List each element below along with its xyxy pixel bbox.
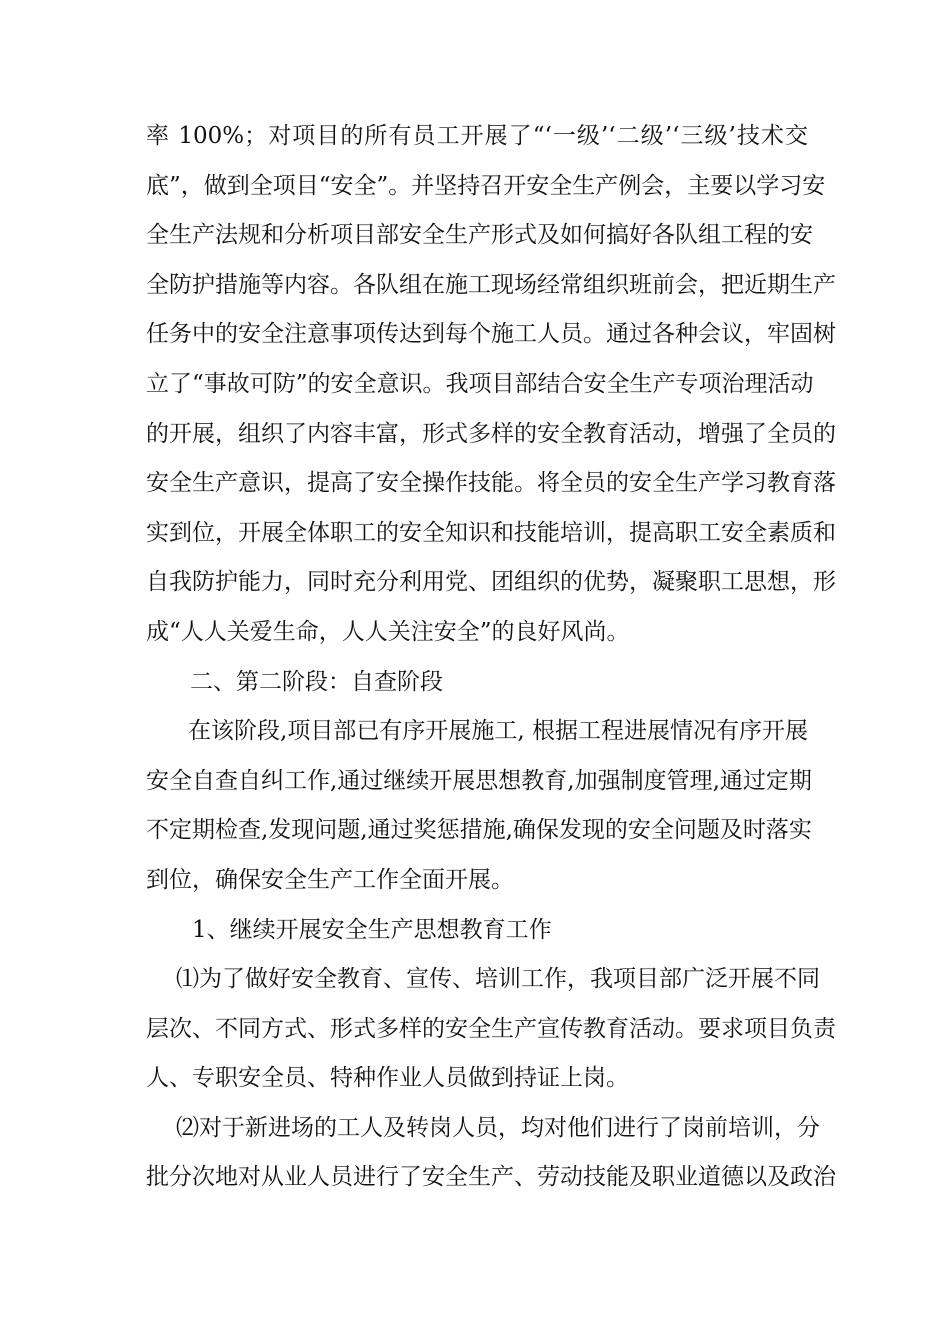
text-line: 在该阶段,项目部已有序开展施工, 根据工程进展情况有序开展 bbox=[188, 718, 808, 745]
text-line: 层次、不同方式、形式多样的安全生产宣传教育活动。要求项目负责 bbox=[146, 1015, 836, 1042]
text-line: 批分次地对从业人员进行了安全生产、劳动技能及职业道德以及政治 bbox=[146, 1164, 836, 1191]
text-line: 安全自查自纠工作,通过继续开展思想教育,加强制度管理,通过定期 bbox=[146, 767, 812, 794]
text-line: 底”，做到全项目“安全”。并坚持召开安全生产例会，主要以学习安 bbox=[146, 172, 826, 199]
text-line: 不定期检查,发现问题,通过奖惩措施,确保发现的安全问题及时落实 bbox=[146, 817, 812, 844]
text-line: 率 100%；对项目的所有员工开展了“‘一级’‘二级’‘三级’技术交 bbox=[146, 123, 808, 149]
text-line: 的开展，组织了内容丰富，形式多样的安全教育活动，增强了全员的 bbox=[146, 420, 836, 447]
text-line: 立了“事故可防”的安全意识。我项目部结合安全生产专项治理活动 bbox=[146, 370, 814, 397]
text-line: 到位，确保安全生产工作全面开展。 bbox=[146, 866, 514, 893]
text-line: 人、专职安全员、特种作业人员做到持证上岗。 bbox=[146, 1065, 629, 1092]
subsection-heading: 1、继续开展安全生产思想教育工作 bbox=[192, 916, 552, 943]
document-body bbox=[146, 112, 836, 1203]
text-line: ⑴为了做好安全教育、宣传、培训工作，我项目部广泛开展不同 bbox=[176, 966, 820, 993]
text-line: 任务中的安全注意事项传达到每个施工人员。通过各种会议，牢固树 bbox=[146, 321, 836, 348]
text-line: 全生产法规和分析项目部安全生产形式及如何搞好各队组工程的安 bbox=[146, 222, 813, 249]
text-line: 成“人人关爱生命，人人关注安全”的良好风尚。 bbox=[146, 618, 630, 645]
text-line: 实到位，开展全体职工的安全知识和技能培训，提高职工安全素质和 bbox=[146, 519, 836, 546]
text-line: 自我防护能力，同时充分利用党、团组织的优势，凝聚职工思想，形 bbox=[146, 569, 836, 596]
text-line: 安全生产意识，提高了安全操作技能。将全员的安全生产学习教育落 bbox=[146, 470, 836, 497]
text-line: ⑵对于新进场的工人及转岗人员，均对他们进行了岗前培训，分 bbox=[176, 1114, 820, 1141]
section-heading: 二、第二阶段：自查阶段 bbox=[190, 668, 443, 695]
text-line: 全防护措施等内容。各队组在施工现场经常组织班前会，把近期生产 bbox=[146, 271, 836, 298]
